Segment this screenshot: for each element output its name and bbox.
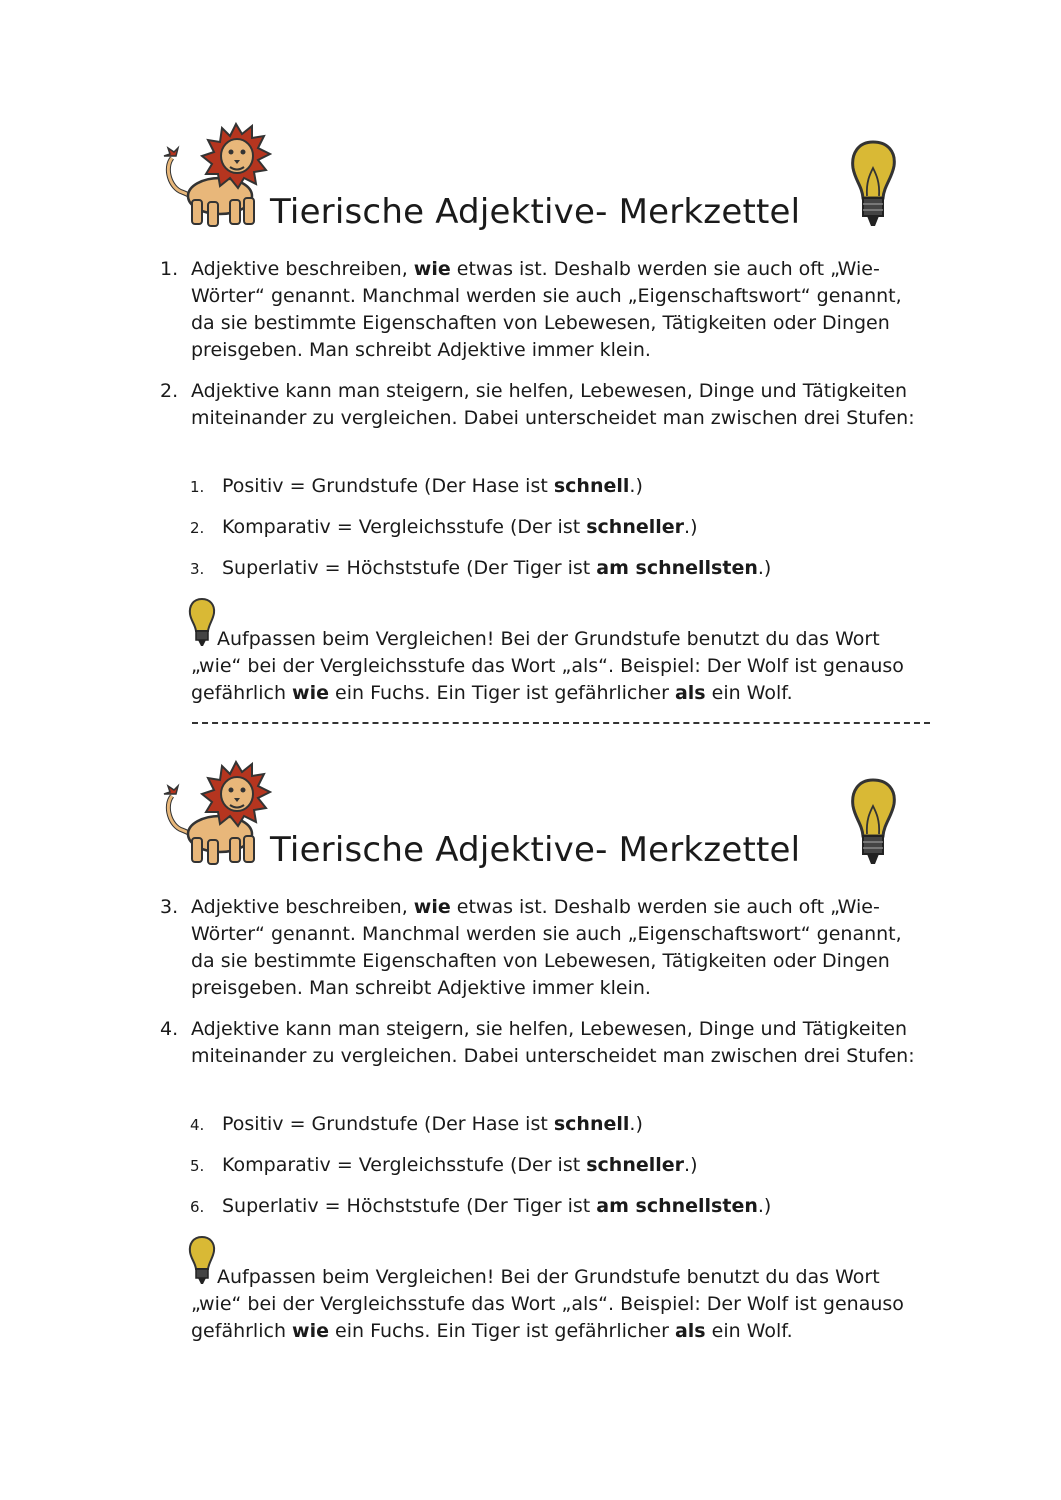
list-item-text: Adjektive beschreiben, wie etwas ist. Deshalb werden sie auch oft „Wie-Wörter“ genannt. Manchmal werden sie auch „Eigenschaftswort“ genannt, da sie bestimmte Eigenschaften von Lebewesen, Tätigkeiten oder Dingen preisgeben. Man schreibt Adjektive immer klein. — [191, 896, 902, 999]
list-item-text: Adjektive kann man steigern, sie helfen, Lebewesen, Dinge und Tätigkeiten miteinander zu vergleichen. Dabei unterscheidet man zwischen drei Stufen: — [191, 380, 915, 429]
page-title: Tierische Adjektive- Merkzettel — [270, 192, 801, 232]
bold-word: wie — [413, 896, 451, 918]
sub-list-item-number: 1. — [190, 478, 205, 496]
sub-list-item-number: 6. — [190, 1198, 205, 1216]
lightbulb-icon — [848, 138, 898, 230]
sub-list-item-text: Superlativ = Höchststufe (Der Tiger ist am schnellsten.) — [222, 557, 772, 579]
sub-list-item-text: Komparativ = Vergleichsstufe (Der ist schneller.) — [222, 1154, 698, 1176]
sub-list-item-number: 3. — [190, 560, 205, 578]
lightbulb-icon — [848, 776, 898, 868]
sub-list-item-text: Superlativ = Höchststufe (Der Tiger ist am schnellsten.) — [222, 1195, 772, 1217]
hint-note: Aufpassen beim Vergleichen! Bei der Grundstufe benutzt du das Wort „wie“ bei der Vergleichsstufe das Wort „als“. Beispiel: Der Wolf ist genauso gefährlich wie ein Fuchs. Ein Tiger ist gefährlicher als ein Wolf. — [191, 1266, 904, 1342]
list-item-number: 2. — [160, 380, 179, 402]
bold-word: wie — [413, 258, 451, 280]
list-item-text: Adjektive beschreiben, wie etwas ist. Deshalb werden sie auch oft „Wie-Wörter“ genannt. Manchmal werden sie auch „Eigenschaftswort“ genannt, da sie bestimmte Eigenschaften von Lebewesen, Tätigkeiten oder Dingen preisgeben. Man schreibt Adjektive immer klein. — [191, 258, 902, 361]
sub-list-item-number: 4. — [190, 1116, 205, 1134]
list-item-number: 1. — [160, 258, 179, 280]
hint-note: Aufpassen beim Vergleichen! Bei der Grundstufe benutzt du das Wort „wie“ bei der Vergleichsstufe das Wort „als“. Beispiel: Der Wolf ist genauso gefährlich wie ein Fuchs. Ein Tiger ist gefährlicher als ein Wolf. — [191, 628, 904, 704]
note-sheet-1 — [0, 118, 1061, 758]
list-item-number: 4. — [160, 1018, 179, 1040]
lion-icon — [160, 118, 272, 230]
page-title: Tierische Adjektive- Merkzettel — [270, 830, 801, 870]
sub-list-item-number: 5. — [190, 1157, 205, 1175]
list-item-text: Adjektive kann man steigern, sie helfen, Lebewesen, Dinge und Tätigkeiten miteinander zu vergleichen. Dabei unterscheidet man zwischen drei Stufen: — [191, 1018, 915, 1067]
list-item-number: 3. — [160, 896, 179, 918]
cut-line-divider — [192, 722, 930, 724]
lion-icon — [160, 756, 272, 868]
note-sheet-2 — [0, 756, 1061, 1396]
sub-list-item-number: 2. — [190, 519, 205, 537]
sub-list-item-text: Komparativ = Vergleichsstufe (Der ist schneller.) — [222, 516, 698, 538]
sub-list-item-text: Positiv = Grundstufe (Der Hase ist schnell.) — [222, 1113, 643, 1135]
sub-list-item-text: Positiv = Grundstufe (Der Hase ist schnell.) — [222, 475, 643, 497]
